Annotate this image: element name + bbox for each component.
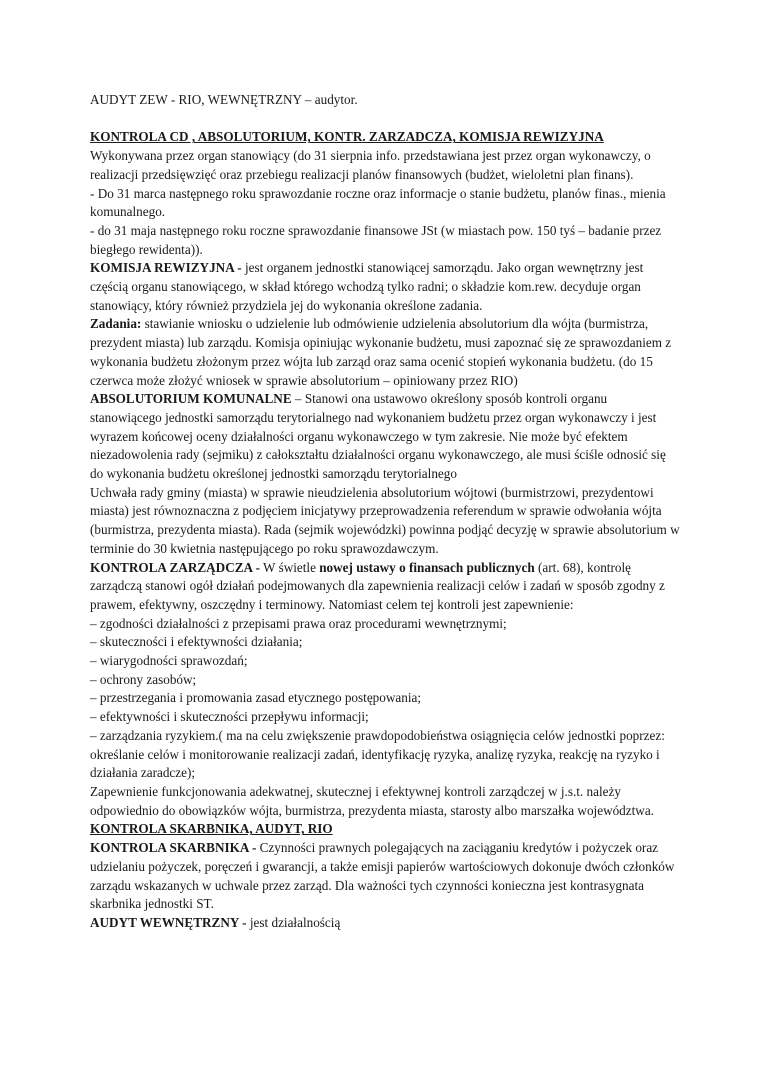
audyt-label: AUDYT WEWNĘTRZNY - bbox=[90, 914, 247, 930]
list-item: – wiarygodności sprawozdań; bbox=[90, 653, 248, 669]
deadline-march-item: - Do 31 marca następnego roku sprawozdanie roczne oraz informacje o stanie budżetu, planów finas., mienia komunalnego. bbox=[90, 185, 666, 220]
zadania-text: stawianie wniosku o udzielenie lub odmówienie udzielenia absolutorium dla wójta (burmistrza, prezydent miasta) lub zarządu. Komisja opiniując wykonanie budżetu, musi zapoznać się ze sprawozdaniem z wykonania budżetu złożonym przez wójta lub zarząd oraz sama ocenić stopień wykonania budżetu. (do 15 czerwca może złożyć wniosek w sprawie absolutorium – opiniowany przez RIO) bbox=[90, 316, 672, 388]
intro-paragraph: Wykonywana przez organ stanowiący (do 31 sierpnia info. przedstawiana jest przez organ wykonawczy, o realizacji przedsięwzięć oraz przebiegu realizacji planów finansowych (budżet, wieloletni plan finans). bbox=[90, 148, 651, 182]
section-heading-kontrola-cd: KONTROLA CD , ABSOLUTORIUM, KONTR. ZARZADCZA, KOMISJA REWIZYJNA bbox=[90, 129, 604, 145]
list-item: – przestrzegania i promowania zasad etycznego postępowania; bbox=[90, 690, 422, 706]
kz-text-1: W świetle bbox=[260, 559, 320, 575]
absolutorium-label: ABSOLUTORIUM KOMUNALNE bbox=[90, 391, 292, 407]
skarbnik-label: KONTROLA SKARBNIKA - bbox=[90, 840, 257, 856]
list-item: – zgodności działalności z przepisami prawa oraz procedurami wewnętrznymi; bbox=[90, 615, 507, 631]
skarbnik-text: Czynności prawnych polegających na zaciąganiu kredytów i pożyczek oraz udzielaniu pożyczek, poręczeń i gwarancji, a także emisji papierów wartościowych dokonuje dwóch członków zarządu wskazanych w uchwale przez zarząd. Dla ważności tych czynności konieczna jest kontrasygnata skarbnika jednostki ST. bbox=[90, 840, 675, 912]
list-item: – efektywności i skuteczności przepływu informacji; bbox=[90, 709, 369, 725]
kontrola-zarzadcza-paragraph bbox=[90, 559, 680, 615]
audyt-text: jest działalnością bbox=[246, 914, 341, 930]
zadania-paragraph bbox=[90, 315, 680, 390]
kz-label: KONTROLA ZARZĄDCZA - bbox=[90, 559, 260, 575]
deadline-may-item: - do 31 maja następnego roku roczne sprawozdanie finansowe JSt (w miastach pow. 150 tyś – badanie przez biegłego rewidenta)). bbox=[90, 222, 662, 257]
zapewnienie-paragraph: Zapewnienie funkcjonowania adekwatnej, skutecznej i efektywnej kontroli zarządczej w j.s.t. należy odpowiednio do obowiązków wójta, burmistrza, prezydenta miasta, starosty albo marszałka województwa. bbox=[90, 784, 654, 818]
kz-bold-phrase: nowej ustawy o finansach publicznych bbox=[319, 559, 535, 575]
kontrola-skarbnika-paragraph bbox=[90, 839, 680, 914]
absolutorium-text: – Stanowi ona ustawowo określony sposób kontroli organu stanowiącego jednostki samorządu terytorialnego nad wykonaniem budżetu przez organ wykonawczy i jest wyrazem końcowej oceny działalności organu wykonawczego w tym zakresie. Nie może być efektem niezadowolenia rady (sejmiku) z całokształtu działalności organu wykonawczego, ale musi ściśle odnosić się do wykonania budżetu określonej jednostki samorządu terytorialnego bbox=[90, 391, 666, 482]
audyt-wewnetrzny-paragraph bbox=[90, 914, 680, 933]
title-line: AUDYT ZEW - RIO, WEWNĘTRZNY – audytor. bbox=[90, 92, 358, 107]
section-heading-skarbnik: KONTROLA SKARBNIKA, AUDYT, RIO bbox=[90, 821, 333, 837]
kz-text-2: (art. 68), kontrolę zarządczą stanowi ogół działań podejmowanych dla zapewnienia realizacji celów i zadań w sposób zgodny z prawem, efektywny, oszczędny i terminowy. Natomiast celem tej kontroli jest zapewnienie: bbox=[90, 559, 665, 612]
list-item: – skuteczności i efektywności działania; bbox=[90, 634, 303, 650]
list-item: – ochrony zasobów; bbox=[90, 671, 197, 687]
zadania-label: Zadania: bbox=[90, 316, 142, 332]
list-item: – zarządzania ryzykiem.( ma na celu zwiększenie prawdopodobieństwa osiągnięcia celów jednostki poprzez: określanie celów i monitorowanie realizacji zadań, identyfikację ryzyka, analizę ryzyka, reakcję na ryzyko i działania zaradcze); bbox=[90, 727, 665, 781]
komisja-rewizyjna-paragraph bbox=[90, 259, 680, 315]
uchwala-paragraph: Uchwała rady gminy (miasta) w sprawie nieudzielenia absolutorium wójtowi (burmistrzowi, prezydentowi miasta) jest równoznaczna z podjęciem inicjatywy przeprowadzenia referendum w sprawie odwołania wójta (burmistrza, prezydenta miasta). Rada (sejmik wojewódzki) powinna podjąć decyzję w sprawie absolutorium w terminie do 30 kwietnia następującego po roku sprawozdawczym. bbox=[90, 484, 680, 556]
spacer bbox=[90, 110, 680, 129]
document-body bbox=[90, 91, 680, 933]
absolutorium-paragraph bbox=[90, 390, 680, 484]
komisja-label: KOMISJA REWIZYJNA - bbox=[90, 260, 242, 276]
komisja-text: jest organem jednostki stanowiącej samorządu. Jako organ wewnętrzny jest częścią organu stanowiącego, w skład którego wchodzą tylko radni; o składzie kom.rew. decyduje organ stanowiący, który również przydziela jej do wykonania określone zadania. bbox=[90, 260, 644, 313]
